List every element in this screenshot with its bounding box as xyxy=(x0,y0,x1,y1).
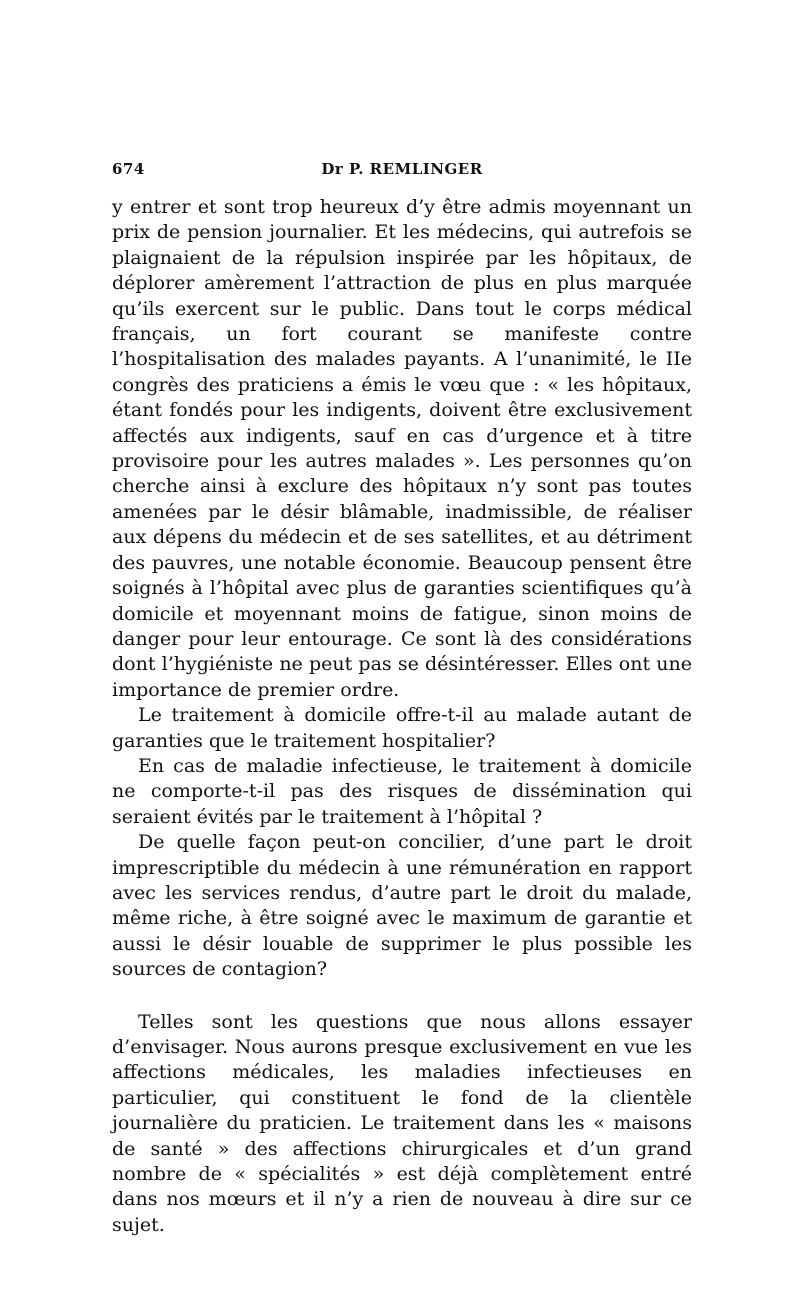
paragraph-continuation: y entrer et sont trop heureux d’y être admis moyennant un prix de pension journalier. Et les médecins, qui autrefois se plaignaient de la répulsion inspirée par les hôpitaux, de déplorer amèrement l’attraction de plus en plus marquée qu’ils exercent sur le public. Dans tout le corps médical français, un fort courant se manifeste contre l’hospitalisation des malades payants. A l’unanimité, le IIe congrès des praticiens a émis le vœu que : « les hôpitaux, étant fondés pour les indigents, doivent être exclusivement affectés aux indigents, sauf en cas d’urgence et à titre provisoire pour les autres malades ». Les personnes qu’on cherche ainsi à exclure des hôpitaux n’y sont pas toutes amenées par le désir blâmable, inadmissible, de réaliser aux dépens du médecin et de ses satellites, et au détriment des pauvres, une notable économie. Beaucoup pensent être soignés à l’hôpital avec plus de garanties scientifiques qu’à domicile et moyennant moins de fatigue, sinon moins de danger pour leur entourage. Ce sont là des considérations dont l’hygiéniste ne peut pas se désintéresser. Elles ont une importance de premier ordre. xyxy=(112,196,692,701)
section-break xyxy=(112,983,692,1010)
running-head: Dr P. REMLINGER xyxy=(321,160,483,178)
page-number: 674 xyxy=(112,160,145,178)
paragraph-question-1: Le traitement à domicile offre-t-il au malade autant de garanties que le traitement hospitalier? xyxy=(112,704,692,752)
paragraph-question-2: En cas de maladie infectieuse, le traitement à domicile ne comporte-t-il pas des risques de dissémination qui seraient évités par le traitement à l’hôpital ? xyxy=(112,754,692,828)
body-text xyxy=(112,195,692,1238)
page-header xyxy=(112,160,692,184)
paragraph-question-3: De quelle façon peut-on concilier, d’une part le droit imprescriptible du médecin à une rémunération en rapport avec les services rendus, d’autre part le droit du malade, même riche, à être soigné avec le maximum de garantie et aussi le désir louable de supprimer le plus possible les sources de contagion? xyxy=(112,831,692,981)
paragraph-conclusion: Telles sont les questions que nous allons essayer d’envisager. Nous aurons presque exclusivement en vue les affections médicales, les maladies infectieuses en particulier, qui constituent le fond de la clientèle journalière du praticien. Le traitement dans les « maisons de santé » des affections chirurgicales et d’un grand nombre de « spécialités » est déjà complètement entré dans nos mœurs et il n’y a rien de nouveau à dire sur ce sujet. xyxy=(112,1010,692,1236)
